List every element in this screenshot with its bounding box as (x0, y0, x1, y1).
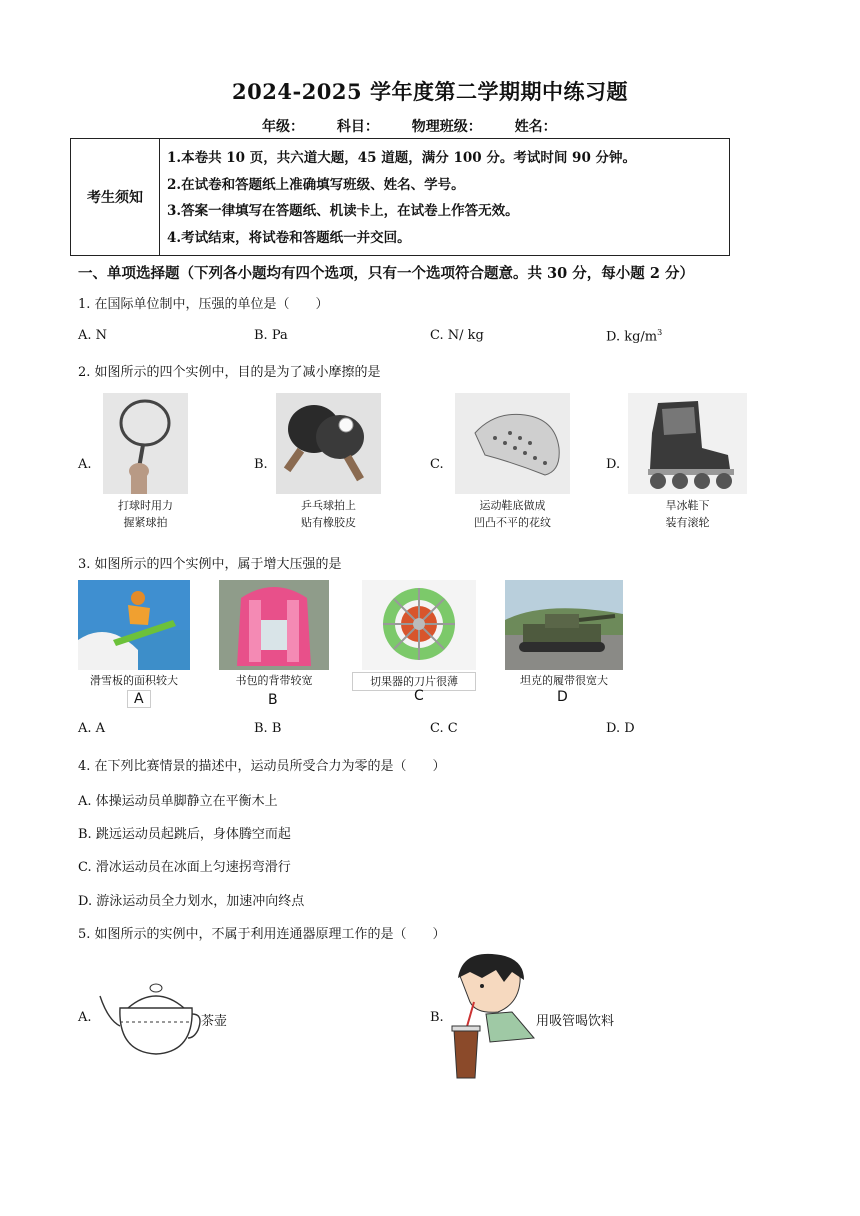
q5-caption-b: 用吸管喝饮料 (536, 1014, 615, 1029)
q2-label-a: A. (78, 457, 92, 472)
q2-caption-c: 运动鞋底做成 凹凸不平的花纹 (474, 499, 551, 529)
q3-option-a: A. A (78, 721, 106, 736)
q1-option-a: A. N (78, 328, 108, 343)
notice-item: 3.答案一律填写在答题纸、机读卡上，在试卷上作答无效。 (167, 203, 519, 219)
q5-stem: 5. 如图所示的实例中，不属于利用连通器原理工作的是（ ） (78, 927, 446, 942)
backpack-image (219, 580, 329, 670)
notice-box (70, 138, 730, 256)
q3-caption-b: 书包的背带较宽 (235, 674, 313, 687)
snowboard-image (78, 580, 190, 670)
q4-option-b: B. 跳远运动员起跳后，身体腾空而起 (78, 827, 291, 842)
notice-item: 2.在试卷和答题纸上准确填写班级、姓名、学号。 (167, 176, 465, 193)
q3-caption-c: 切果器的刀片很薄 (352, 672, 476, 691)
q5-label-b: B. (430, 1010, 444, 1025)
q3-letter-d: D (557, 689, 568, 705)
fruit-cutter-image (362, 580, 476, 670)
q3-caption-a: 滑雪板的面积较大 (90, 674, 178, 687)
subject-field: 科目： (336, 119, 379, 135)
q3-option-b: B. B (254, 721, 282, 736)
q3-caption-d: 坦克的履带很宽大 (520, 674, 608, 687)
notice-label: 考生须知 (71, 139, 160, 255)
teapot-image (98, 974, 202, 1062)
class-field: 物理班级： (411, 119, 482, 135)
q4-option-a: A. 体操运动员单脚静立在平衡木上 (78, 794, 278, 809)
q3-stem: 3. 如图所示的四个实例中，属于增大压强的是 (78, 557, 342, 572)
q2-label-c: C. (430, 457, 444, 472)
q3-letter-b: B (268, 692, 278, 708)
notice-items (167, 145, 636, 251)
student-info-row (262, 116, 585, 136)
roller-skate-image (628, 393, 747, 494)
q3-option-d: D. D (606, 721, 635, 736)
page-title: 2024-2025 学年度第二学期期中练习题 (232, 79, 628, 104)
q2-caption-a: 打球时用力 握紧球拍 (118, 499, 173, 529)
q1-option-b: B. Pa (254, 328, 288, 343)
shoe-sole-image (455, 393, 570, 494)
racket-grip-image (103, 393, 188, 494)
notice-item: 4.考试结束，将试卷和答题纸一并交回。 (167, 229, 411, 246)
q4-stem: 4. 在下列比赛情景的描述中，运动员所受合力为零的是（ ） (78, 759, 446, 774)
q3-letter-a: A (127, 690, 151, 708)
notice-item: 1.本卷共 10 页，共六道大题，45 道题，满分 100 分。考试时间 90 分钟。 (167, 150, 637, 166)
q4-option-d: D. 游泳运动员全力划水，加速冲向终点 (78, 894, 305, 909)
q4-option-c: C. 滑冰运动员在冰面上匀速拐弯滑行 (78, 860, 291, 875)
q2-stem: 2. 如图所示的四个实例中，目的是为了减小摩擦的是 (78, 365, 381, 380)
tank-image (505, 580, 623, 670)
q1-option-c: C. N/ kg (430, 328, 484, 343)
q1-stem: 1. 在国际单位制中，压强的单位是（ ） (78, 297, 329, 312)
q1-option-d: D. $kg/m^3$ (606, 328, 663, 345)
q2-caption-d: 旱冰鞋下 装有滚轮 (665, 499, 710, 529)
q3-option-c: C. C (430, 721, 458, 736)
q5-caption-a: 茶壶 (201, 1014, 228, 1029)
q2-caption-b: 乒乓球拍上 贴有橡胶皮 (301, 499, 356, 529)
name-field: 姓名： (514, 119, 557, 135)
grade-field: 年级： (262, 119, 304, 135)
q2-label-d: D. (606, 457, 621, 472)
q5-label-a: A. (78, 1010, 92, 1025)
q2-label-b: B. (254, 457, 268, 472)
boy-drinking-image (446, 952, 536, 1086)
pingpong-paddle-image (276, 393, 381, 494)
section-heading: 一、单项选择题（下列各小题均有四个选项，只有一个选项符合题意。共 30 分，每小题 2 分） (78, 265, 694, 282)
q3-letter-c: C (414, 688, 424, 704)
